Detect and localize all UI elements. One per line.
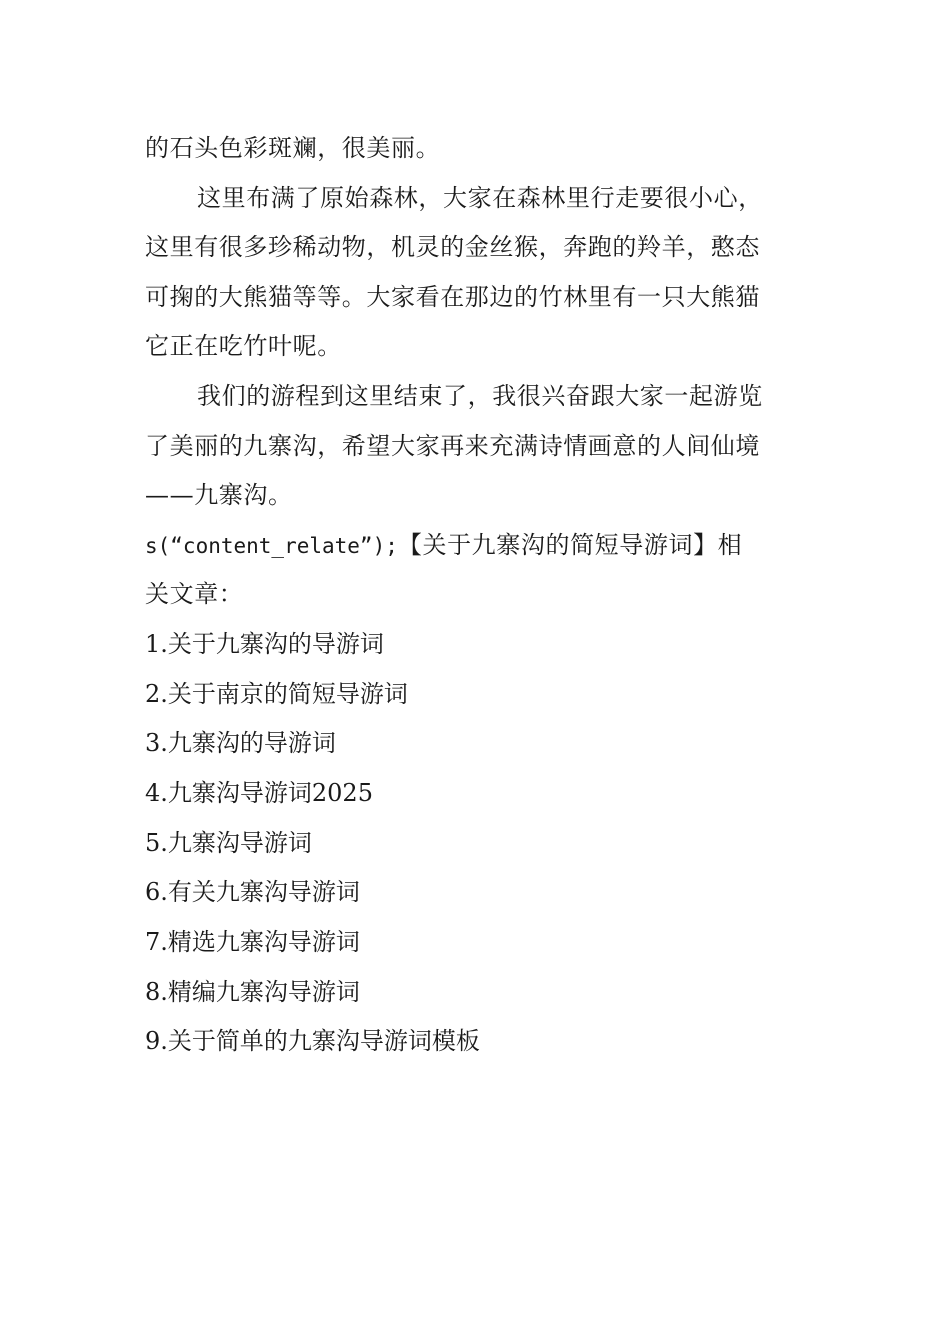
script-code-text: s(“content_relate”); — [145, 533, 398, 558]
related-link-7[interactable]: 7.精选九寨沟导游词 — [145, 928, 360, 957]
paragraph-line: ——九寨沟。 — [145, 481, 293, 510]
paragraph-line: 这里布满了原始森林，大家在森林里行走要很小心， — [197, 183, 763, 212]
paragraph-line: 它正在吃竹叶呢。 — [145, 332, 342, 361]
related-title: 【关于九寨沟的简短导游词】相 — [397, 530, 743, 559]
related-link-2[interactable]: 2.关于南京的简短导游词 — [145, 679, 408, 708]
related-link-4[interactable]: 4.九寨沟导游词2025 — [145, 779, 373, 807]
paragraph-line: 这里有很多珍稀动物，机灵的金丝猴，奔跑的羚羊，憨态 — [145, 233, 760, 262]
paragraph-line: 我们的游程到这里结束了，我很兴奋跟大家一起游览 — [197, 381, 763, 410]
related-link-1[interactable]: 1.关于九寨沟的导游词 — [145, 629, 384, 658]
related-link-8[interactable]: 8.精编九寨沟导游词 — [145, 977, 360, 1006]
paragraph-line: 了美丽的九寨沟，希望大家再来充满诗情画意的人间仙境 — [145, 431, 760, 460]
document-page — [145, 124, 807, 1067]
related-list — [145, 620, 807, 1067]
related-link-3[interactable]: 3.九寨沟的导游词 — [145, 729, 336, 758]
related-link-5[interactable]: 5.九寨沟导游词 — [145, 828, 312, 857]
paragraph-line: 可掬的大熊猫等等。大家看在那边的竹林里有一只大熊猫 — [145, 282, 760, 311]
paragraph-line: 的石头色彩斑斓，很美丽。 — [145, 134, 441, 162]
related-title-continued: 关文章： — [145, 580, 244, 609]
related-header — [145, 521, 807, 571]
related-link-9[interactable]: 9.关于简单的九寨沟导游词模板 — [145, 1027, 480, 1056]
related-link-6[interactable]: 6.有关九寨沟导游词 — [145, 878, 360, 907]
